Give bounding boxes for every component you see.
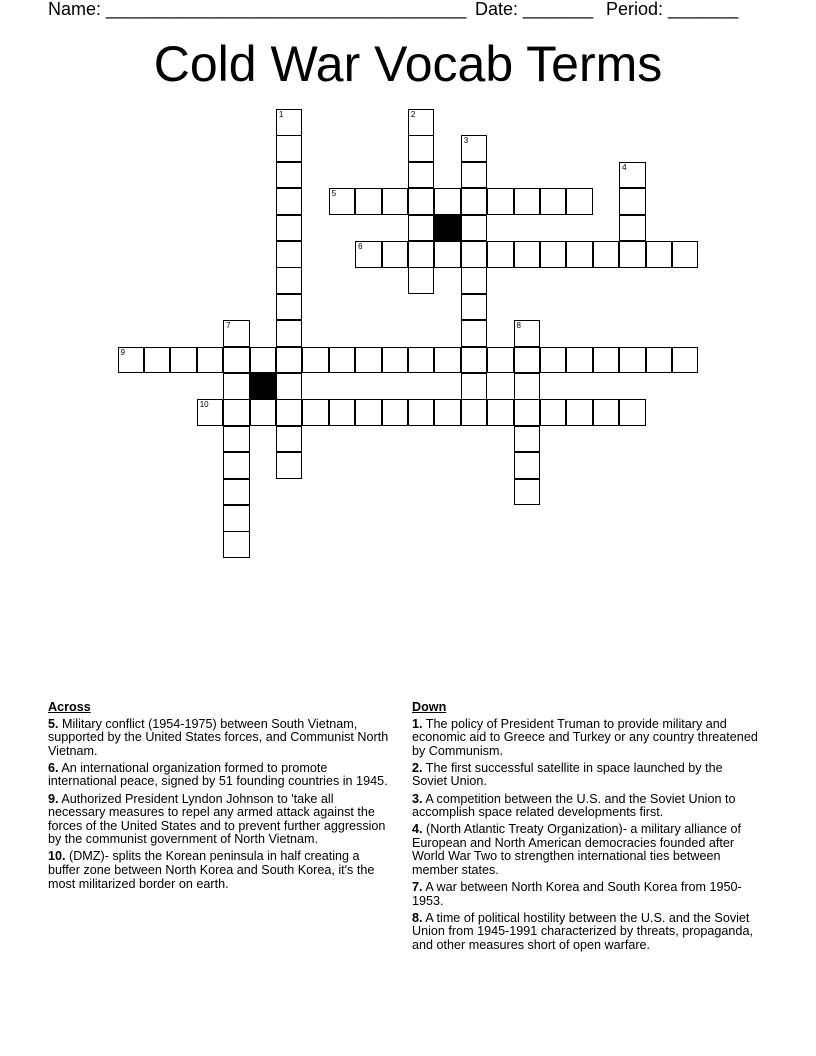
clue-number: 5. — [48, 716, 59, 731]
grid-cell[interactable] — [276, 426, 303, 453]
clue-text: A time of political hostility between the U.S. and the Soviet Union from 1945-1991 characterized by threats, propaganda, and other measures short of open warfare. — [412, 910, 753, 952]
grid-cell[interactable] — [223, 531, 250, 558]
grid-cell[interactable] — [514, 399, 541, 426]
black-cell — [434, 215, 461, 242]
grid-cell[interactable] — [514, 373, 541, 400]
grid-cell[interactable] — [223, 373, 250, 400]
clue-number: 7 — [226, 321, 231, 331]
grid-cell[interactable] — [566, 241, 593, 268]
clue-text: A war between North Korea and South Korea from 1950-1953. — [412, 880, 742, 908]
grid-cell[interactable] — [461, 267, 488, 294]
grid-cell[interactable] — [566, 347, 593, 374]
grid-cell[interactable] — [276, 162, 303, 189]
grid-cell[interactable] — [619, 162, 646, 189]
name-field[interactable]: Name: ____________________________________ — [48, 0, 467, 19]
grid-cell[interactable] — [487, 347, 514, 374]
page-title: Cold War Vocab Terms — [153, 36, 663, 92]
grid-cell[interactable] — [619, 399, 646, 426]
clue-number: 2 — [410, 110, 416, 119]
across-clues — [48, 701, 394, 895]
grid-cell[interactable] — [223, 505, 250, 532]
grid-cell[interactable] — [461, 347, 488, 374]
grid-cell[interactable] — [355, 241, 382, 268]
grid-cell[interactable] — [223, 479, 250, 506]
grid-cell[interactable] — [593, 399, 620, 426]
clue-number: 4. — [412, 822, 423, 837]
grid-cell[interactable] — [461, 188, 488, 215]
clue-text: Military conflict (1954-1975) between South Vietnam, supported by the United States forces, and Communist North Vietnam. — [48, 716, 389, 758]
clue-number: 10 — [199, 400, 209, 410]
grid-cell[interactable] — [408, 109, 435, 136]
grid-cell[interactable] — [223, 347, 250, 374]
grid-cell[interactable] — [250, 399, 277, 426]
grid-cell[interactable] — [461, 294, 488, 321]
grid-cell[interactable] — [144, 347, 171, 374]
grid-cell[interactable] — [118, 347, 145, 374]
grid-cell[interactable] — [382, 347, 409, 374]
across-clue — [48, 850, 394, 891]
grid-cell[interactable] — [382, 399, 409, 426]
grid-cell[interactable] — [223, 426, 250, 453]
grid-cell[interactable] — [408, 267, 435, 294]
grid-cell[interactable] — [514, 241, 541, 268]
grid-cell[interactable] — [382, 188, 409, 215]
grid-cell[interactable] — [619, 241, 646, 268]
grid-cell[interactable] — [461, 320, 488, 347]
across-clue — [48, 718, 394, 759]
down-clue — [412, 762, 758, 789]
grid-cell[interactable] — [276, 188, 303, 215]
clue-number: 7. — [412, 880, 423, 895]
grid-cell[interactable] — [197, 347, 224, 374]
clue-number: 3. — [412, 791, 423, 806]
grid-cell[interactable] — [408, 162, 435, 189]
clue-number: 2. — [412, 760, 423, 775]
grid-cell[interactable] — [434, 188, 461, 215]
grid-cell[interactable] — [487, 399, 514, 426]
clue-number: 1. — [412, 716, 423, 731]
clue-number: 8. — [412, 910, 423, 925]
grid-cell[interactable] — [355, 188, 382, 215]
clue-text: The policy of President Truman to provide military and economic aid to Greece and Turkey or any country threatened by Communism. — [412, 716, 758, 758]
down-clue — [412, 881, 758, 908]
clue-number: 10. — [48, 849, 66, 864]
grid-cell[interactable] — [276, 294, 303, 321]
grid-cell[interactable] — [540, 188, 567, 215]
grid-cell[interactable] — [514, 320, 541, 347]
grid-cell[interactable] — [514, 452, 541, 479]
grid-cell[interactable] — [646, 241, 673, 268]
grid-cell[interactable] — [329, 347, 356, 374]
grid-cell[interactable] — [329, 399, 356, 426]
grid-cell[interactable] — [276, 267, 303, 294]
down-clues — [412, 701, 758, 956]
grid-cell[interactable] — [619, 188, 646, 215]
grid-cell[interactable] — [408, 399, 435, 426]
down-clue — [412, 912, 758, 953]
across-clue-list — [48, 718, 394, 892]
grid-cell[interactable] — [302, 399, 329, 426]
grid-cell[interactable] — [276, 135, 303, 162]
date-field[interactable]: Date: _______ — [475, 0, 594, 19]
grid-cell[interactable] — [461, 135, 488, 162]
grid-cell[interactable] — [382, 241, 409, 268]
clue-number: 3 — [463, 136, 469, 146]
across-clue — [48, 762, 394, 789]
grid-cell[interactable] — [408, 241, 435, 268]
grid-cell[interactable] — [434, 347, 461, 374]
grid-cell[interactable] — [461, 399, 488, 426]
clue-number: 6. — [48, 760, 59, 775]
grid-cell[interactable] — [593, 347, 620, 374]
clue-text: Authorized President Lyndon Johnson to 'take all necessary measures to repel any armed attack against the forces of the United States and to prevent further aggression by the communist government of North Vietnam. — [48, 791, 386, 847]
clue-text: An international organization formed to promote international peace, signed by 51 founding countries in 1945. — [48, 760, 388, 789]
grid-cell[interactable] — [197, 399, 224, 426]
grid-cell[interactable] — [461, 215, 488, 242]
grid-cell[interactable] — [593, 241, 620, 268]
grid-cell[interactable] — [514, 479, 541, 506]
clue-number: 1 — [278, 110, 284, 119]
clue-number: 5 — [331, 189, 337, 199]
grid-cell[interactable] — [302, 347, 329, 374]
grid-cell[interactable] — [566, 188, 593, 215]
grid-cell[interactable] — [540, 347, 567, 374]
grid-cell[interactable] — [276, 241, 303, 268]
grid-cell[interactable] — [355, 399, 382, 426]
period-field[interactable]: Period: _______ — [606, 0, 739, 19]
grid-cell[interactable] — [170, 347, 197, 374]
grid-cell[interactable] — [461, 162, 488, 189]
grid-cell[interactable] — [408, 135, 435, 162]
grid-cell[interactable] — [223, 399, 250, 426]
grid-cell[interactable] — [329, 188, 356, 215]
clue-number: 8 — [516, 321, 521, 331]
down-clue-list — [412, 718, 758, 953]
grid-cell[interactable] — [276, 452, 303, 479]
grid-cell[interactable] — [434, 399, 461, 426]
grid-cell[interactable] — [619, 215, 646, 242]
clue-text: A competition between the U.S. and the Soviet Union to accomplish space related developments first. — [412, 791, 736, 820]
grid-cell[interactable] — [276, 347, 303, 374]
grid-cell[interactable] — [223, 320, 250, 347]
grid-cell[interactable] — [223, 452, 250, 479]
grid-cell[interactable] — [514, 426, 541, 453]
grid-cell[interactable] — [276, 399, 303, 426]
grid-cell[interactable] — [487, 241, 514, 268]
grid-cell[interactable] — [276, 215, 303, 242]
grid-cell[interactable] — [408, 215, 435, 242]
grid-cell[interactable] — [619, 347, 646, 374]
across-clue — [48, 793, 394, 847]
grid-cell[interactable] — [408, 188, 435, 215]
grid-cell[interactable] — [540, 241, 567, 268]
grid-cell[interactable] — [672, 347, 699, 374]
down-clue — [412, 823, 758, 877]
down-clue — [412, 793, 758, 820]
grid-cell[interactable] — [672, 241, 699, 268]
grid-cell[interactable] — [514, 347, 541, 374]
clue-number: 4 — [622, 162, 627, 172]
grid-cell[interactable] — [250, 347, 277, 374]
grid-cell[interactable] — [434, 241, 461, 268]
down-heading: Down — [412, 700, 447, 714]
grid-cell[interactable] — [646, 347, 673, 374]
clue-text: (North Atlantic Treaty Organization)- a military alliance of European and North American democracies founded after World War Two to strengthen international ties between member states. — [412, 822, 741, 878]
grid-cell[interactable] — [487, 188, 514, 215]
grid-cell[interactable] — [461, 241, 488, 268]
clue-number: 9 — [120, 347, 125, 357]
grid-cell[interactable] — [276, 373, 303, 400]
grid-cell[interactable] — [276, 109, 303, 136]
across-heading: Across — [48, 700, 91, 714]
clue-text: The first successful satellite in space launched by the Soviet Union. — [412, 760, 723, 789]
grid-cell[interactable] — [514, 188, 541, 215]
grid-cell[interactable] — [461, 373, 488, 400]
down-clue — [412, 718, 758, 759]
black-cell — [250, 373, 277, 400]
grid-cell[interactable] — [566, 399, 593, 426]
grid-cell[interactable] — [276, 320, 303, 347]
grid-cell[interactable] — [540, 399, 567, 426]
grid-cell[interactable] — [355, 347, 382, 374]
grid-cell[interactable] — [408, 347, 435, 374]
clue-number: 6 — [358, 242, 363, 251]
clue-number: 9. — [48, 791, 59, 806]
clue-text: (DMZ)- splits the Korean peninsula in half creating a buffer zone between North Korea and South Korea, it's the most militarized border on earth. — [48, 849, 375, 891]
